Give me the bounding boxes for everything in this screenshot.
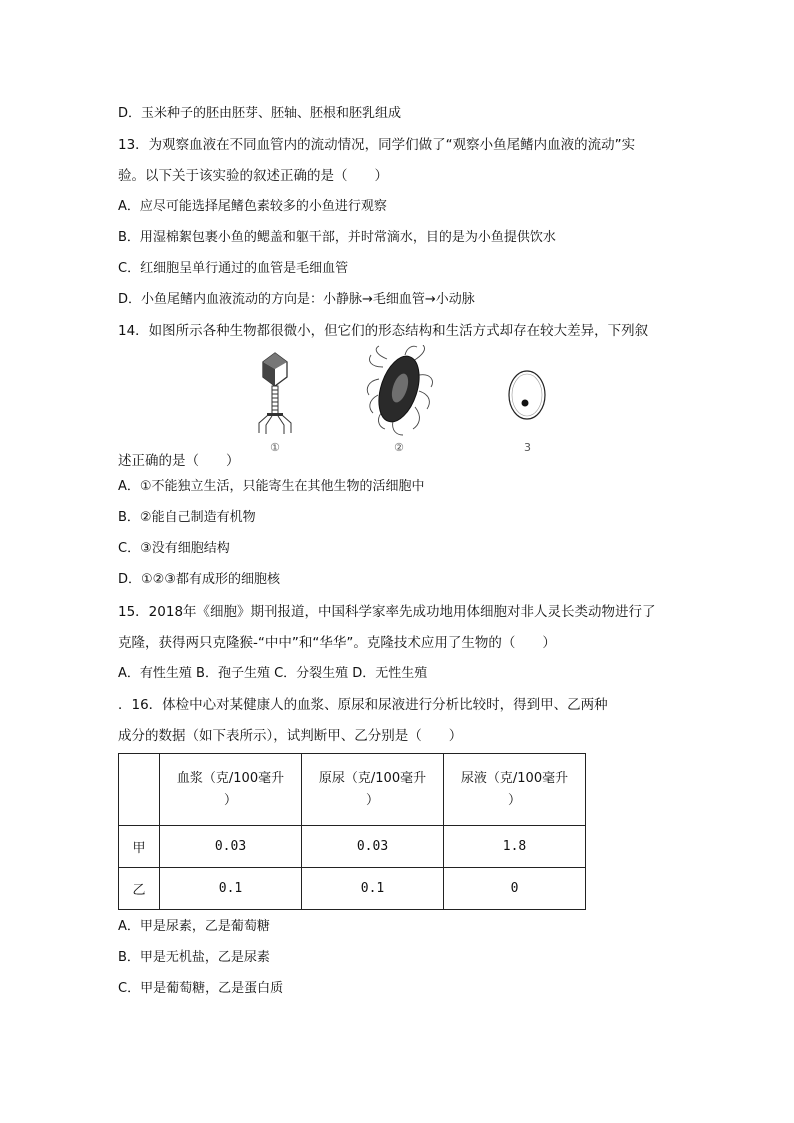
q14-option-a: A．①不能独立生活，只能寄生在其他生物的活细胞中 (118, 479, 425, 494)
q14-stem-line2: 述正确的是（ ） (118, 453, 240, 469)
q14-option-d: D．①②③都有成形的细胞核 (118, 572, 280, 587)
row-label-jia: 甲 (119, 826, 160, 868)
header-plasma-line1: 血浆（克/100毫升 (176, 770, 285, 786)
cell-image (505, 367, 549, 423)
cell-jia-urine: 1.8 (444, 826, 586, 868)
q12-option-d: D．玉米种子的胚由胚芽、胚轴、胚根和胚乳组成 (118, 106, 402, 121)
q13-option-c: C．红细胞呈单行通过的血管是毛细血管 (118, 261, 349, 276)
q13-option-a: A．应尽可能选择尾鳍色素较多的小鱼进行观察 (118, 199, 387, 214)
header-primary-urine-line2: ） (365, 792, 379, 808)
q16-option-c: C．甲是葡萄糖，乙是蛋白质 (118, 981, 284, 996)
q16-option-b: B．甲是无机盐，乙是尿素 (118, 950, 270, 965)
cell-yi-plasma: 0.1 (160, 868, 302, 910)
q16-option-a: A．甲是尿素，乙是葡萄糖 (118, 919, 270, 934)
figure-label-2: ② (394, 441, 404, 454)
q15-stem-line1: 15．2018年《细胞》期刊报道，中国科学家率先成功地用体细胞对非人灵长类动物进行了 (118, 604, 656, 620)
q13-option-b: B．用湿棉絮包裹小鱼的鳃盖和躯干部，并时常滴水，目的是为小鱼提供饮水 (118, 230, 556, 245)
row-label-yi: 乙 (119, 868, 160, 910)
table-corner-cell (119, 754, 160, 826)
bacteriophage-image (255, 349, 295, 435)
cell-yi-urine: 0 (444, 868, 586, 910)
q13-option-d: D．小鱼尾鳍内血液流动的方向是：小静脉→毛细血管→小动脉 (118, 292, 475, 307)
bacterium-image (365, 345, 435, 437)
q14-stem-line1: 14．如图所示各种生物都很微小，但它们的形态结构和生活方式却存在较大差异，下列叙 (118, 323, 649, 339)
table-row (119, 868, 586, 910)
header-primary-urine-line1: 原尿（克/100毫升 (318, 770, 427, 786)
q15-stem-line2: 克隆，获得两只克隆猴-“中中”和“华华”。克隆技术应用了生物的（ ） (118, 635, 556, 651)
q13-stem-line1: 13．为观察血液在不同血管内的流动情况，同学们做了“观察小鱼尾鳍内血液的流动”实 (118, 137, 636, 153)
header-plasma-line2: ） (223, 792, 237, 808)
cell-jia-primary-urine: 0.03 (302, 826, 444, 868)
table-row (119, 826, 586, 868)
table-header-urine (444, 754, 586, 826)
header-urine-line1: 尿液（克/100毫升 (460, 770, 569, 786)
cell-jia-plasma: 0.03 (160, 826, 302, 868)
q14-option-b: B．②能自己制造有机物 (118, 510, 256, 525)
cell-yi-primary-urine: 0.1 (302, 868, 444, 910)
figure-label-1: ① (270, 441, 280, 454)
table-header-plasma (160, 754, 302, 826)
table-header-primary-urine (302, 754, 444, 826)
table-header-row (119, 754, 586, 826)
q16-data-table (118, 753, 586, 910)
figure-label-3: 3 (524, 441, 531, 454)
header-urine-line2: ） (507, 792, 521, 808)
q14-figure (255, 345, 555, 460)
q16-stem-line2: 成分的数据（如下表所示），试判断甲、乙分别是（ ） (118, 728, 463, 744)
q13-stem-line2: 验。以下关于该实验的叙述正确的是（ ） (118, 168, 388, 184)
q16-stem-line1: ．16．体检中心对某健康人的血浆、原尿和尿液进行分析比较时，得到甲、乙两种 (118, 697, 608, 713)
q14-option-c: C．③没有细胞结构 (118, 541, 230, 556)
q15-options: A．有性生殖 B．孢子生殖 C．分裂生殖 D．无性生殖 (118, 666, 428, 681)
